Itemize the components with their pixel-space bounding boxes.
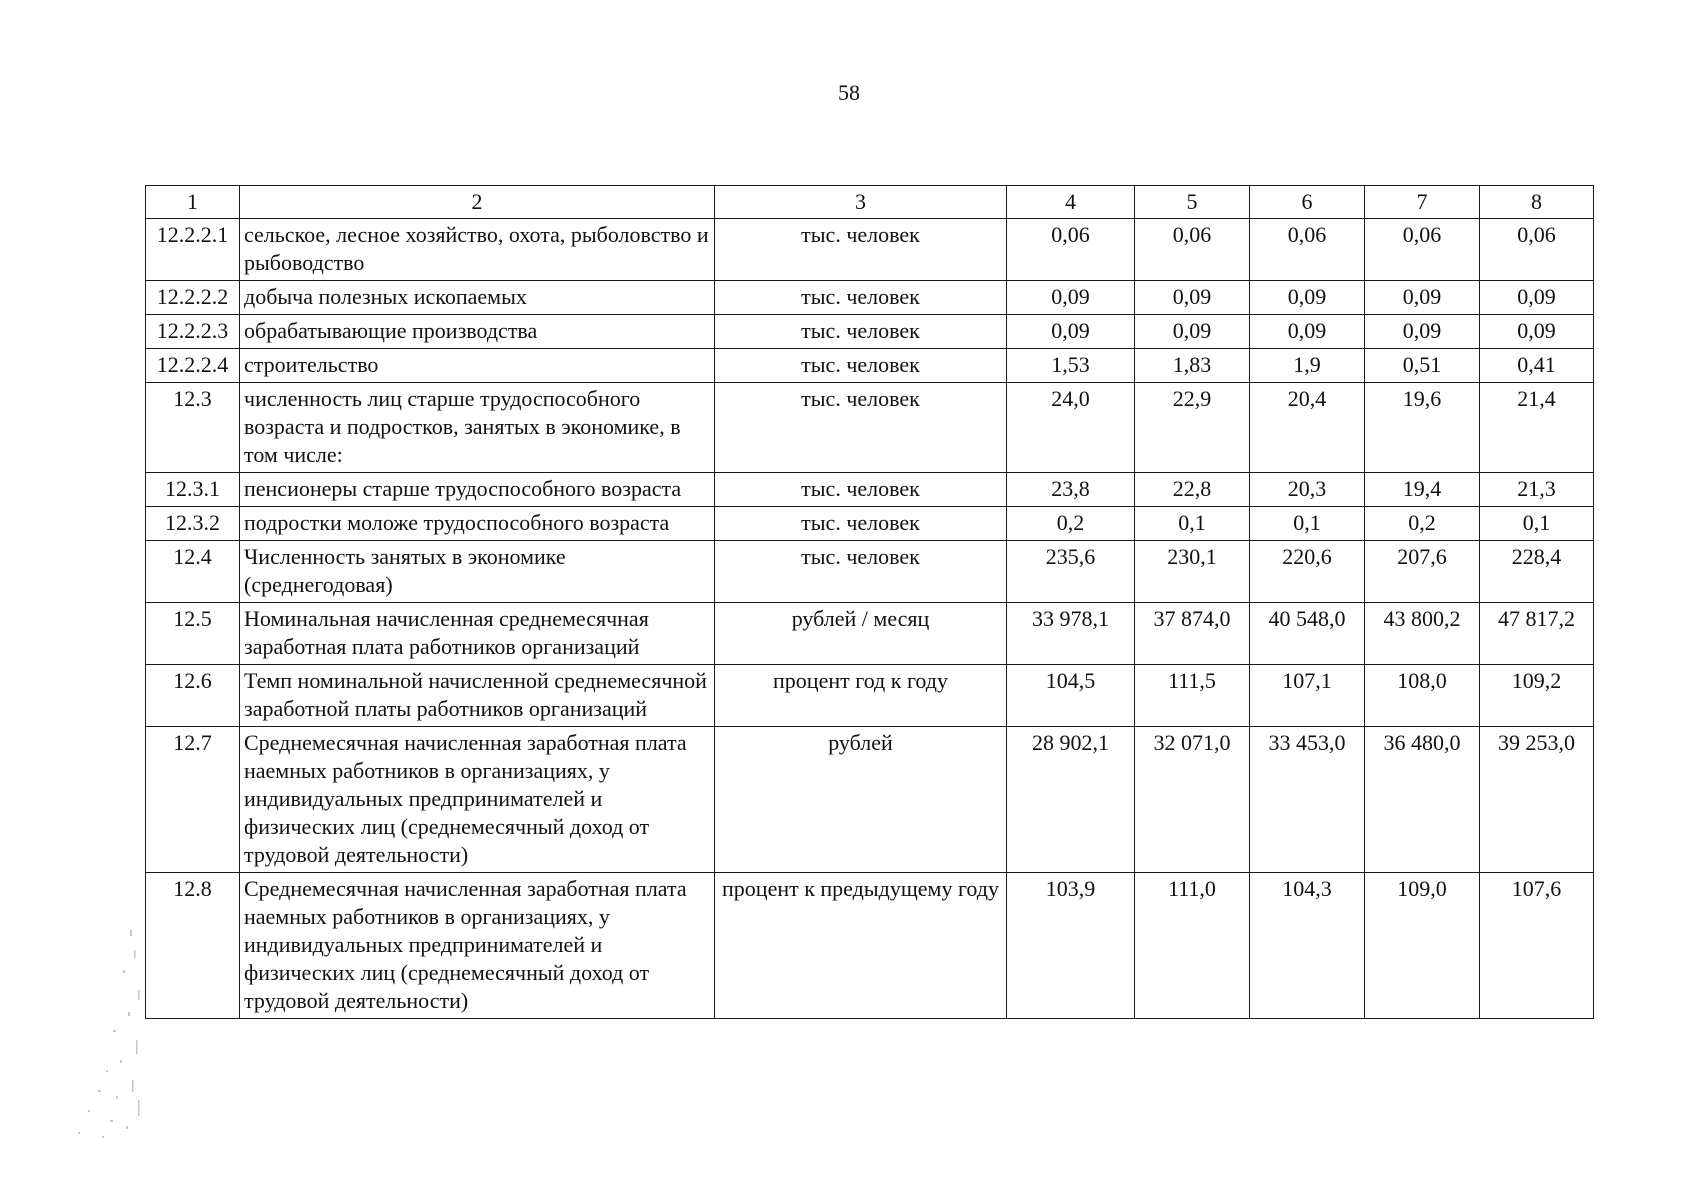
row-value-cell: 104,3	[1250, 873, 1365, 1019]
row-value-cell: 21,3	[1480, 473, 1594, 507]
column-header: 1	[146, 186, 240, 219]
row-value-cell: 33 978,1	[1007, 603, 1135, 665]
table-row	[146, 603, 1594, 665]
row-value-cell: 23,8	[1007, 473, 1135, 507]
row-name-cell: сельское, лесное хозяйство, охота, рыболовство и рыбоводство	[240, 219, 715, 281]
row-value-cell: 22,8	[1135, 473, 1250, 507]
row-value-cell: 1,83	[1135, 349, 1250, 383]
row-value-cell: 20,3	[1250, 473, 1365, 507]
column-header: 2	[240, 186, 715, 219]
table-row	[146, 219, 1594, 281]
row-value-cell: 40 548,0	[1250, 603, 1365, 665]
row-value-cell: 0,1	[1480, 507, 1594, 541]
row-value-cell: 33 453,0	[1250, 727, 1365, 873]
row-value-cell: 0,41	[1480, 349, 1594, 383]
row-unit-cell: тыс. человек	[715, 281, 1007, 315]
row-value-cell: 47 817,2	[1480, 603, 1594, 665]
row-code-cell: 12.3.1	[146, 473, 240, 507]
page-number: 58	[838, 80, 860, 105]
row-value-cell: 19,6	[1365, 383, 1480, 473]
row-value-cell: 0,1	[1250, 507, 1365, 541]
row-value-cell: 230,1	[1135, 541, 1250, 603]
table-header-row	[146, 186, 1594, 219]
row-name-cell: добыча полезных ископаемых	[240, 281, 715, 315]
row-value-cell: 104,5	[1007, 665, 1135, 727]
row-unit-cell: тыс. человек	[715, 473, 1007, 507]
row-value-cell: 0,09	[1135, 315, 1250, 349]
row-unit-cell: тыс. человек	[715, 383, 1007, 473]
row-value-cell: 235,6	[1007, 541, 1135, 603]
row-code-cell: 12.3	[146, 383, 240, 473]
column-header: 5	[1135, 186, 1250, 219]
row-value-cell: 108,0	[1365, 665, 1480, 727]
row-value-cell: 0,09	[1480, 315, 1594, 349]
row-value-cell: 0,09	[1007, 315, 1135, 349]
table-row	[146, 727, 1594, 873]
row-unit-cell: рублей	[715, 727, 1007, 873]
row-code-cell: 12.7	[146, 727, 240, 873]
row-unit-cell: тыс. человек	[715, 507, 1007, 541]
row-value-cell: 0,1	[1135, 507, 1250, 541]
row-value-cell: 0,09	[1250, 315, 1365, 349]
row-code-cell: 12.5	[146, 603, 240, 665]
row-code-cell: 12.6	[146, 665, 240, 727]
table-row	[146, 349, 1594, 383]
row-value-cell: 107,6	[1480, 873, 1594, 1019]
row-value-cell: 36 480,0	[1365, 727, 1480, 873]
row-name-cell: Номинальная начисленная среднемесячная заработная плата работников организаций	[240, 603, 715, 665]
scan-noise-mark	[68, 920, 148, 1150]
row-name-cell: строительство	[240, 349, 715, 383]
column-header: 4	[1007, 186, 1135, 219]
row-unit-cell: тыс. человек	[715, 219, 1007, 281]
row-value-cell: 0,09	[1135, 281, 1250, 315]
column-header: 7	[1365, 186, 1480, 219]
row-value-cell: 20,4	[1250, 383, 1365, 473]
row-name-cell: Среднемесячная начисленная заработная плата наемных работников в организациях, у индивидуальных предпринимателей и физических лиц (среднемесячный доход от трудовой деятельности)	[240, 727, 715, 873]
row-name-cell: Среднемесячная начисленная заработная плата наемных работников в организациях, у индивидуальных предпринимателей и физических лиц (среднемесячный доход от трудовой деятельности)	[240, 873, 715, 1019]
row-value-cell: 0,2	[1007, 507, 1135, 541]
row-value-cell: 32 071,0	[1135, 727, 1250, 873]
data-table	[145, 185, 1594, 1019]
row-value-cell: 207,6	[1365, 541, 1480, 603]
row-value-cell: 43 800,2	[1365, 603, 1480, 665]
row-value-cell: 109,2	[1480, 665, 1594, 727]
row-unit-cell: рублей / месяц	[715, 603, 1007, 665]
row-value-cell: 19,4	[1365, 473, 1480, 507]
row-value-cell: 24,0	[1007, 383, 1135, 473]
row-name-cell: численность лиц старше трудоспособного возраста и подростков, занятых в экономике, в том числе:	[240, 383, 715, 473]
table-row	[146, 507, 1594, 541]
row-name-cell: пенсионеры старше трудоспособного возраста	[240, 473, 715, 507]
table-row	[146, 541, 1594, 603]
row-unit-cell: тыс. человек	[715, 541, 1007, 603]
row-value-cell: 0,51	[1365, 349, 1480, 383]
row-value-cell: 21,4	[1480, 383, 1594, 473]
row-value-cell: 1,53	[1007, 349, 1135, 383]
row-unit-cell: процент год к году	[715, 665, 1007, 727]
table-row	[146, 473, 1594, 507]
row-unit-cell: тыс. человек	[715, 315, 1007, 349]
row-value-cell: 0,09	[1365, 315, 1480, 349]
row-value-cell: 228,4	[1480, 541, 1594, 603]
row-value-cell: 220,6	[1250, 541, 1365, 603]
row-value-cell: 0,09	[1480, 281, 1594, 315]
row-value-cell: 0,06	[1007, 219, 1135, 281]
row-name-cell: Темп номинальной начисленной среднемесячной заработной платы работников организаций	[240, 665, 715, 727]
row-code-cell: 12.2.2.3	[146, 315, 240, 349]
row-code-cell: 12.2.2.1	[146, 219, 240, 281]
row-code-cell: 12.2.2.2	[146, 281, 240, 315]
row-name-cell: Численность занятых в экономике (среднегодовая)	[240, 541, 715, 603]
row-value-cell: 0,06	[1480, 219, 1594, 281]
row-value-cell: 39 253,0	[1480, 727, 1594, 873]
row-value-cell: 103,9	[1007, 873, 1135, 1019]
row-value-cell: 37 874,0	[1135, 603, 1250, 665]
row-value-cell: 28 902,1	[1007, 727, 1135, 873]
column-header: 8	[1480, 186, 1594, 219]
row-value-cell: 22,9	[1135, 383, 1250, 473]
table-row	[146, 383, 1594, 473]
row-name-cell: обрабатывающие производства	[240, 315, 715, 349]
row-value-cell: 107,1	[1250, 665, 1365, 727]
table-row	[146, 873, 1594, 1019]
column-header: 6	[1250, 186, 1365, 219]
row-value-cell: 0,09	[1365, 281, 1480, 315]
row-unit-cell: процент к предыдущему году	[715, 873, 1007, 1019]
row-value-cell: 0,09	[1007, 281, 1135, 315]
row-value-cell: 109,0	[1365, 873, 1480, 1019]
row-value-cell: 0,06	[1135, 219, 1250, 281]
row-value-cell: 0,09	[1250, 281, 1365, 315]
row-unit-cell: тыс. человек	[715, 349, 1007, 383]
table-row	[146, 665, 1594, 727]
row-value-cell: 1,9	[1250, 349, 1365, 383]
row-name-cell: подростки моложе трудоспособного возраста	[240, 507, 715, 541]
row-code-cell: 12.3.2	[146, 507, 240, 541]
table-row	[146, 281, 1594, 315]
row-value-cell: 0,06	[1250, 219, 1365, 281]
table-row	[146, 315, 1594, 349]
row-code-cell: 12.2.2.4	[146, 349, 240, 383]
row-code-cell: 12.8	[146, 873, 240, 1019]
row-value-cell: 0,06	[1365, 219, 1480, 281]
column-header: 3	[715, 186, 1007, 219]
row-value-cell: 111,0	[1135, 873, 1250, 1019]
row-value-cell: 111,5	[1135, 665, 1250, 727]
row-code-cell: 12.4	[146, 541, 240, 603]
row-value-cell: 0,2	[1365, 507, 1480, 541]
